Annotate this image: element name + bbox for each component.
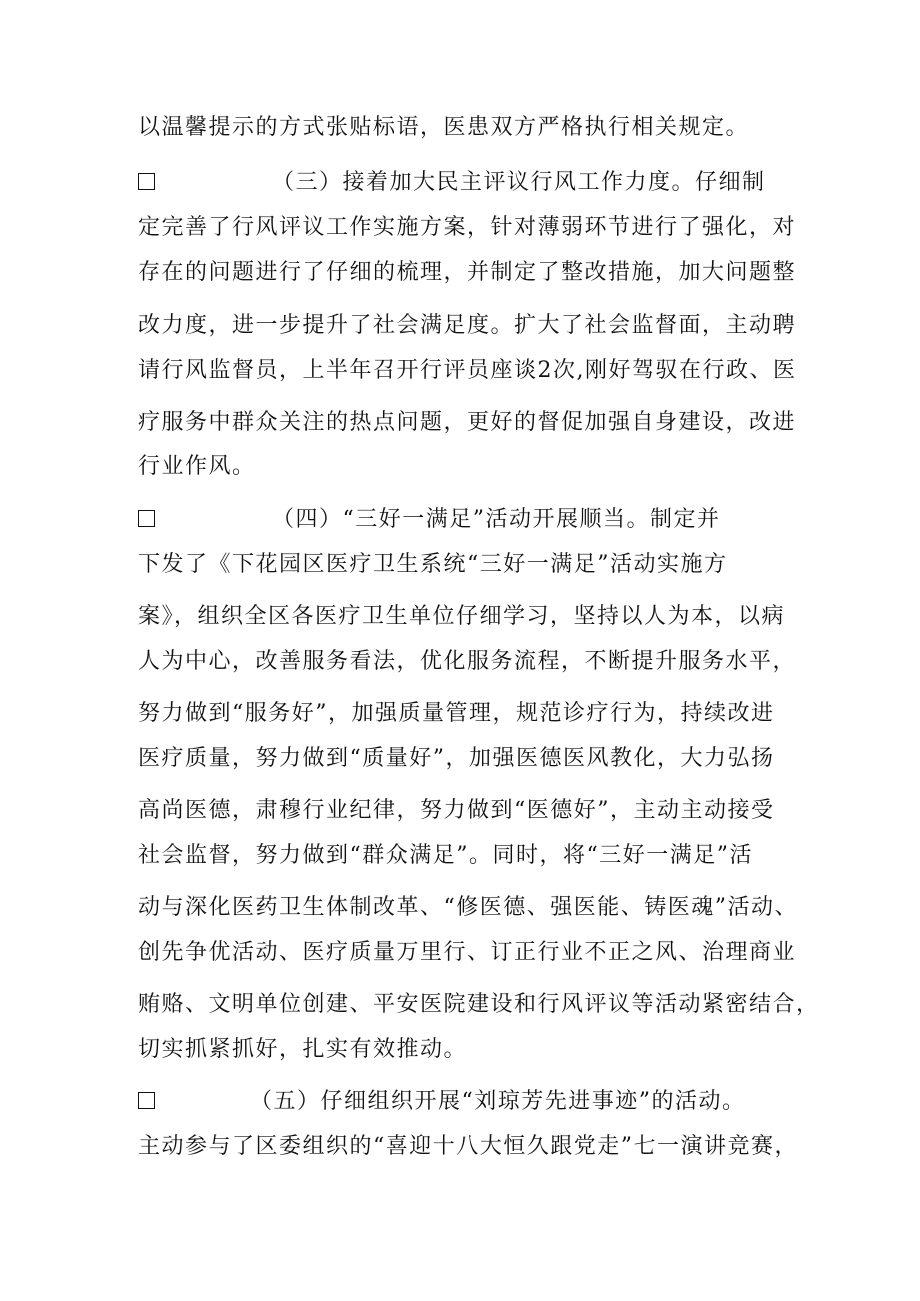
paragraph-line: 定完善了行风评议工作实施方案，针对薄弱环节进行了强化，对 bbox=[138, 215, 797, 240]
paragraph-line: 案》，组织全区各医疗卫生单位仔细学习，坚持以人为本，以病 bbox=[138, 604, 786, 629]
checkbox-icon bbox=[138, 1092, 155, 1109]
paragraph-line: 高尚医德，肃穆行业纪律，努力做到“医德好”，主动主动接受 bbox=[138, 798, 775, 823]
paragraph-line: 努力做到“服务好”，加强质量管理，规范诊疗行为，持续改进 bbox=[138, 701, 775, 726]
paragraph-line: 切实抓紧抓好，扎实有效推动。 bbox=[138, 1037, 468, 1062]
paragraph-line: 行业作风。 bbox=[138, 454, 256, 479]
section-heading-5: （五）仔细组织开展“刘琼芳先进事迹”的活动。 bbox=[250, 1089, 746, 1114]
checkbox-icon bbox=[138, 510, 155, 527]
paragraph-line: 主动参与了区委组织的“喜迎十八大恒久跟党走”七一演讲竞赛， bbox=[138, 1134, 798, 1159]
section-heading-3: （三）接着加大民主评议行风工作力度。仔细制 bbox=[272, 170, 766, 195]
paragraph-line: 疗服务中群众关注的热点问题，更好的督促加强自身建设，改进 bbox=[138, 410, 797, 435]
section-heading-row bbox=[138, 168, 155, 198]
paragraph-line: 医疗质量，努力做到“质量好”，加强医德医风教化，大力弘扬 bbox=[138, 746, 775, 771]
paragraph-line: 下发了《下花园区医疗卫生系统“三好一满足”活动实施方 bbox=[138, 552, 728, 577]
paragraph-line: 动与深化医药卫生体制改革、“修医德、强医能、铸医魂”活动、 bbox=[138, 895, 798, 920]
paragraph-line: 存在的问题进行了仔细的梳理，并制定了整改措施，加大问题整 bbox=[138, 260, 797, 285]
paragraph-line: 以温馨提示的方式张贴标语，医患双方严格执行相关规定。 bbox=[138, 115, 750, 140]
checkbox-icon bbox=[138, 173, 155, 190]
paragraph-line: 人为中心，改善服务看法，优化服务流程，不断提升服务水平， bbox=[138, 649, 797, 674]
section-heading-4: （四）“三好一满足”活动开展顺当。制定并 bbox=[272, 507, 721, 532]
paragraph-line: 贿赂、文明单位创建、平安医院建设和行风评议等活动紧密结合， bbox=[138, 992, 820, 1017]
paragraph-line: 请行风监督员，上半年召开行评员座谈2次,刚好驾驭在行政、医 bbox=[138, 358, 797, 383]
paragraph-line: 创先争优活动、医疗质量万里行、订正行业不正之风、治理商业 bbox=[138, 940, 797, 965]
section-heading-row bbox=[138, 505, 155, 535]
section-heading-row bbox=[138, 1087, 155, 1117]
paragraph-line: 改力度，进一步提升了社会满足度。扩大了社会监督面，主动聘 bbox=[138, 313, 797, 338]
paragraph-line: 社会监督，努力做到“群众满足”。同时，将“三好一满足”活 bbox=[138, 843, 753, 868]
